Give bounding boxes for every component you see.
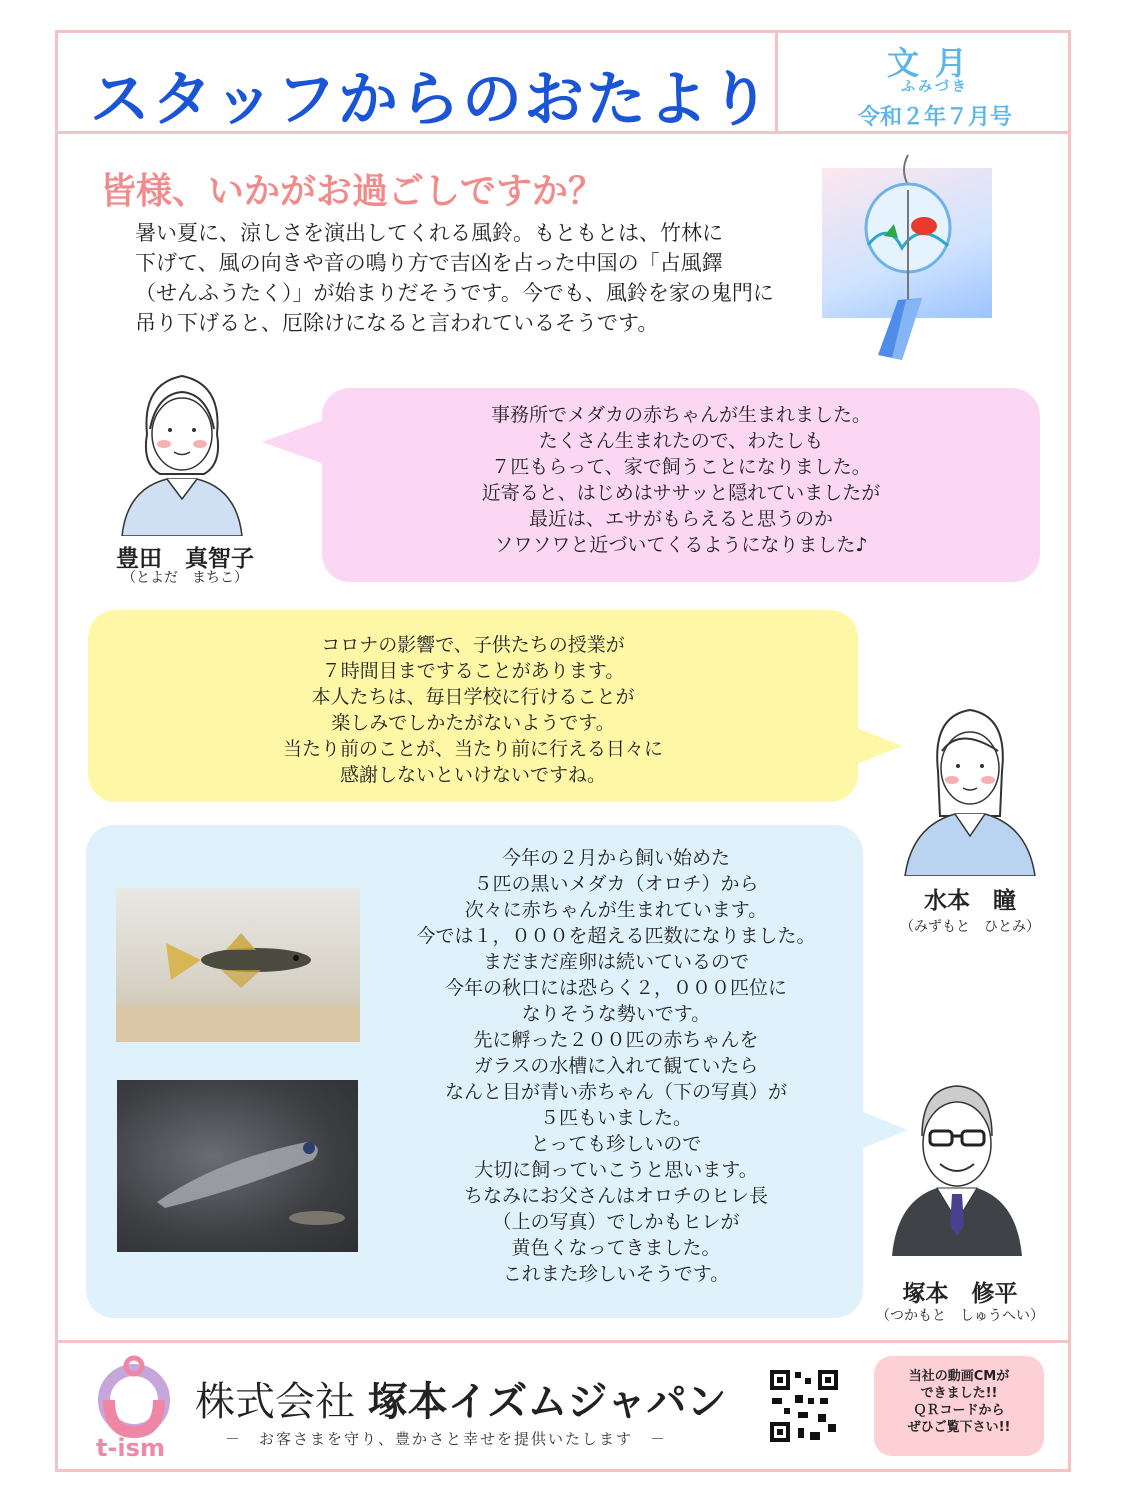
message-line: 本人たちは、毎日学校に行けることが: [311, 686, 635, 708]
company-name: [195, 1370, 727, 1427]
staff-name-kana: （とよだ まちこ）: [122, 570, 248, 586]
qr-code-icon[interactable]: [768, 1368, 840, 1444]
cm-notice-line: 当社の動画CMが: [908, 1369, 1010, 1384]
speech-bubble-mizumoto: [88, 610, 858, 802]
medaka-photo-blue-eye: [117, 1080, 358, 1252]
company-slogan: － お客さまを守り、豊かさと幸せを提供いたします －: [225, 1430, 668, 1448]
wind-chime-icon: [840, 150, 980, 370]
message-line: 楽しみでしかたがないようです。: [331, 712, 615, 734]
company-name-main: 塚本イズムジャパン: [367, 1379, 727, 1425]
message-line: 近寄ると、はじめはササッと隠れていましたが: [481, 482, 881, 504]
message-line: 事務所でメダカの赤ちゃんが生まれました。: [490, 404, 871, 426]
intro-paragraph: [135, 218, 815, 338]
message-line: 黄色くなってきました。: [511, 1237, 721, 1259]
video-cm-notice: [874, 1356, 1044, 1456]
message-line: ちなみにお父さんはオロチのヒレ長: [463, 1185, 768, 1207]
message-line: 今では１，０００を超える匹数になりました。: [416, 925, 816, 947]
message-line: 今年の秋口には恐らく２，０００匹位に: [444, 977, 787, 999]
fish-icon: [117, 1080, 358, 1252]
cm-notice-line: ＱＲコードから: [913, 1403, 1005, 1418]
company-logo-text: t-ism: [96, 1434, 165, 1462]
speech-bubble-toyoda: [322, 388, 1040, 582]
intro-line: 暑い夏に、涼しさを演出してくれる風鈴。もともとは、竹林に: [135, 221, 723, 245]
message-line: 今年の２月から飼い始めた: [501, 847, 730, 869]
greeting-heading: 皆様、いかがお過ごしですか？: [100, 171, 605, 212]
cm-notice-line: できました!!: [920, 1386, 998, 1401]
staff-name-kana: （みずもと ひとみ）: [900, 919, 1040, 935]
message-line: ７匹もらって、家で飼うことになりました。: [491, 456, 871, 478]
staff-name: 豊田 真智子: [116, 546, 254, 572]
staff-portrait-toyoda: [112, 364, 252, 536]
month-name: 文月: [886, 44, 983, 82]
speech-bubble-tail: [262, 420, 324, 464]
medaka-photo-orochi: [116, 888, 360, 1042]
footer-divider: [55, 1340, 1071, 1343]
message-line: なりそうな勢いです。: [521, 1003, 711, 1025]
message-line: 次々に赤ちゃんが生まれています。: [464, 899, 768, 921]
intro-line: （せんふうたく）」が始まりだそうです。今でも、風鈴を家の鬼門に: [135, 281, 774, 305]
message-line: これまた珍しいそうです。: [502, 1263, 730, 1285]
message-line: ５匹の黒いメダカ（オロチ）から: [473, 873, 759, 895]
message-line: ガラスの水槽に入れて観ていたら: [473, 1055, 759, 1077]
message-line: 大切に飼っていこうと思います。: [474, 1159, 758, 1181]
company-prefix: 株式会社: [195, 1379, 355, 1425]
message-line: とっても珍しいので: [530, 1133, 702, 1155]
month-ruby: ふみづき: [901, 79, 969, 95]
message-line: ソワソワと近づいてくるようになりました♪: [494, 534, 868, 556]
fish-icon: [116, 888, 360, 1042]
message-line: 最近は、エサがもらえると思うのか: [528, 508, 833, 530]
message-line: （上の写真）でしかもヒレが: [492, 1211, 740, 1233]
message-line: 感謝しないといけないですね。: [339, 764, 606, 786]
message-line: ７時間目まですることがあります。: [321, 660, 625, 682]
newsletter-title: スタッフからのおたより: [90, 65, 772, 135]
staff-portrait-tsukamoto: [892, 1076, 1022, 1256]
message-line: コロナの影響で、子供たちの授業が: [321, 634, 625, 656]
staff-name: 水本 瞳: [924, 888, 1016, 914]
staff-name-kana: （つかもと しゅうへい）: [876, 1308, 1044, 1324]
staff-portrait-mizumoto: [900, 696, 1040, 876]
header-vertical-divider: [775, 30, 778, 133]
intro-line: 下げて、風の向きや音の鳴り方で吉凶を占った中国の「占風鐸: [135, 251, 723, 275]
message-line: 先に孵った２００匹の赤ちゃんを: [473, 1029, 759, 1051]
speech-bubble-tail: [852, 726, 902, 766]
cm-notice-line: ぜひご覧下さい!!: [907, 1420, 1011, 1435]
message-line: まだまだ産卵は続いているので: [482, 951, 749, 973]
message-line: たくさん生まれたので、わたしも: [538, 430, 824, 452]
issue-label: 令和２年７月号: [857, 105, 1012, 130]
message-line: ５匹もいました。: [539, 1107, 692, 1129]
message-line: なんと目が青い赤ちゃん（下の写真）が: [444, 1081, 787, 1103]
company-logo-icon: [84, 1352, 184, 1442]
message-line: 当たり前のことが、当たり前に行える日々に: [282, 738, 663, 760]
intro-line: 吊り下げると、厄除けになると言われているそうです。: [135, 311, 659, 335]
staff-name: 塚本 修平: [902, 1281, 1018, 1307]
